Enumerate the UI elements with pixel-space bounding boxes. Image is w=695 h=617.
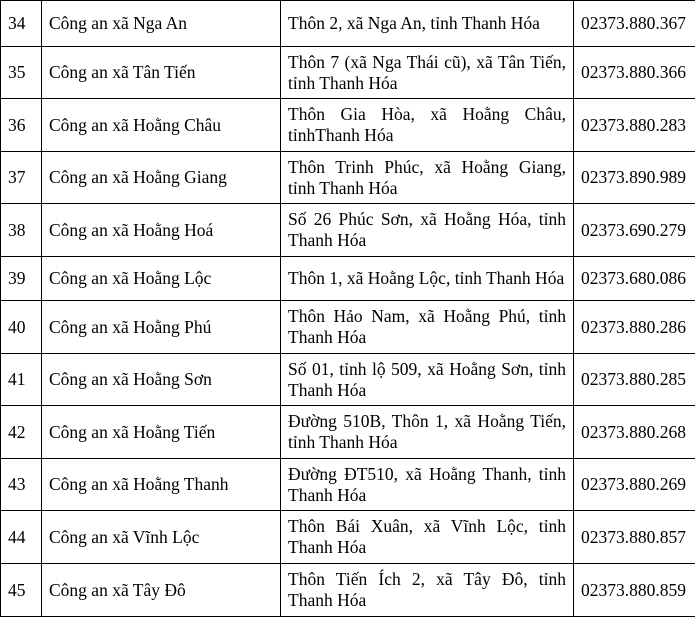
table-row [1,459,695,511]
table-row [1,204,695,257]
station-name: Công an xã Tây Đô [42,564,281,617]
station-name: Công an xã Hoằng Lộc [42,257,281,301]
table-row [1,406,695,459]
station-address: Đường 510B, Thôn 1, xã Hoằng Tiến, tỉnh Thanh Hóa [281,406,574,459]
row-number: 41 [1,354,42,406]
station-phone: 02373.880.285 [574,354,695,406]
table-row [1,47,695,99]
station-phone: 02373.880.366 [574,47,695,99]
station-address: Thôn Gia Hòa, xã Hoằng Châu, tỉnhThanh Hóa [281,99,574,152]
station-phone: 02373.880.269 [574,459,695,511]
station-name: Công an xã Hoằng Sơn [42,354,281,406]
table-row [1,257,695,301]
station-phone: 02373.880.367 [574,1,695,47]
station-address: Đường ĐT510, xã Hoằng Thanh, tỉnh Thanh Hóa [281,459,574,511]
table-row [1,99,695,152]
station-name: Công an xã Tân Tiến [42,47,281,99]
row-number: 42 [1,406,42,459]
station-address: Số 01, tỉnh lộ 509, xã Hoằng Sơn, tỉnh Thanh Hóa [281,354,574,406]
station-address: Thôn Trinh Phúc, xã Hoằng Giang, tỉnh Thanh Hóa [281,152,574,204]
table-row [1,152,695,204]
row-number: 43 [1,459,42,511]
table-row [1,301,695,354]
station-phone: 02373.880.283 [574,99,695,152]
station-address: Số 26 Phúc Sơn, xã Hoằng Hóa, tỉnh Thanh Hóa [281,204,574,257]
station-name: Công an xã Vĩnh Lộc [42,511,281,564]
station-phone: 02373.880.286 [574,301,695,354]
station-name: Công an xã Hoằng Hoá [42,204,281,257]
row-number: 44 [1,511,42,564]
station-phone: 02373.680.086 [574,257,695,301]
station-phone: 02373.880.268 [574,406,695,459]
row-number: 45 [1,564,42,617]
station-name: Công an xã Hoằng Phú [42,301,281,354]
row-number: 35 [1,47,42,99]
station-address: Thôn Tiến Ích 2, xã Tây Đô, tỉnh Thanh Hóa [281,564,574,617]
station-name: Công an xã Hoằng Thanh [42,459,281,511]
table-row [1,564,695,617]
station-phone: 02373.690.279 [574,204,695,257]
row-number: 37 [1,152,42,204]
table-row [1,354,695,406]
station-name: Công an xã Hoằng Châu [42,99,281,152]
station-name: Công an xã Hoằng Giang [42,152,281,204]
row-number: 36 [1,99,42,152]
row-number: 34 [1,1,42,47]
row-number: 39 [1,257,42,301]
station-phone: 02373.890.989 [574,152,695,204]
station-name: Công an xã Nga An [42,1,281,47]
row-number: 40 [1,301,42,354]
station-address: Thôn 2, xã Nga An, tỉnh Thanh Hóa [281,1,574,47]
station-name: Công an xã Hoằng Tiến [42,406,281,459]
table-row [1,1,695,47]
station-address: Thôn Bái Xuân, xã Vĩnh Lộc, tỉnh Thanh Hóa [281,511,574,564]
station-address: Thôn 1, xã Hoằng Lộc, tỉnh Thanh Hóa [281,257,574,301]
table-row [1,511,695,564]
station-phone: 02373.880.857 [574,511,695,564]
row-number: 38 [1,204,42,257]
station-address: Thôn Hảo Nam, xã Hoằng Phú, tỉnh Thanh Hóa [281,301,574,354]
station-address: Thôn 7 (xã Nga Thái cũ), xã Tân Tiến, tỉnh Thanh Hóa [281,47,574,99]
station-phone: 02373.880.859 [574,564,695,617]
